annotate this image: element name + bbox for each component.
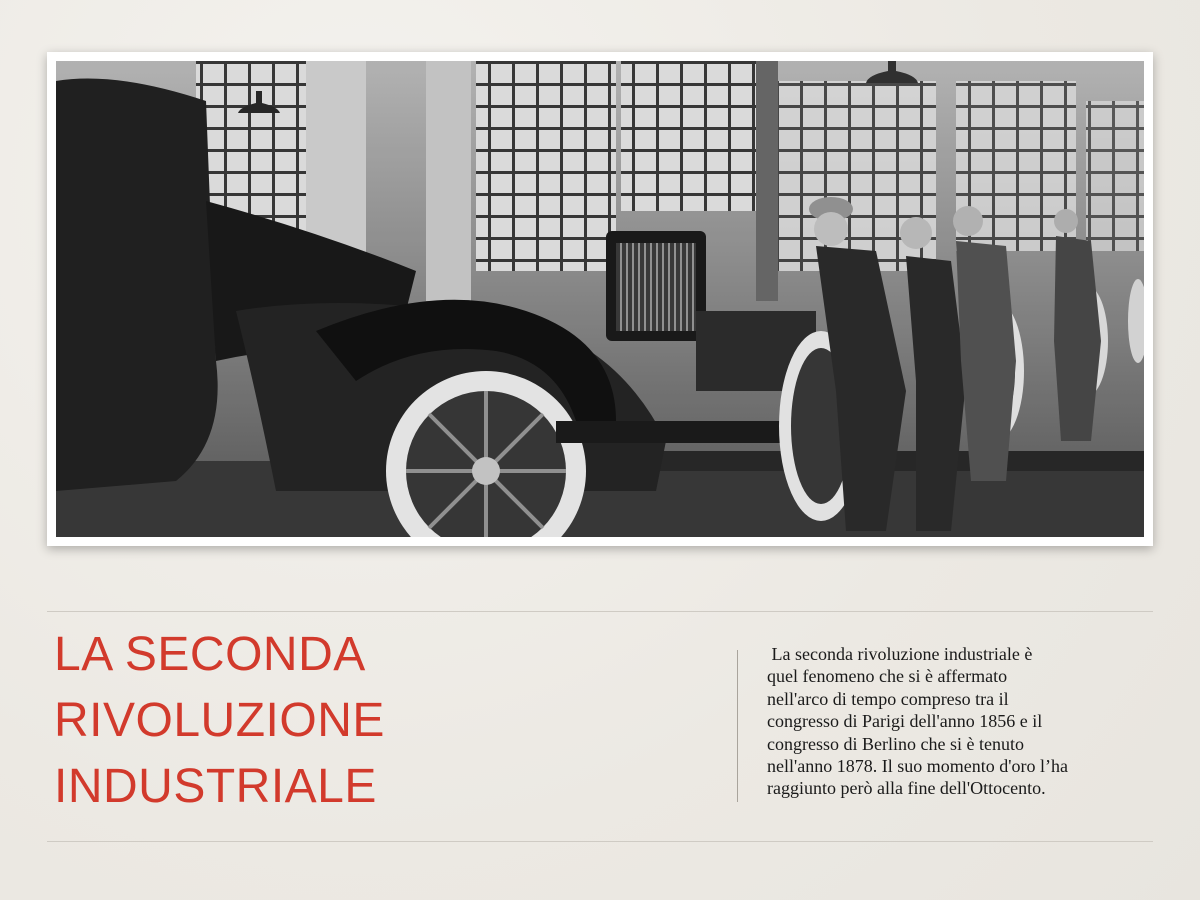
body-line-5: congresso di Berlino che si è tenuto [767,733,1024,754]
assembly-line-photo [56,61,1144,537]
bottom-rule [47,841,1153,842]
title-line-1: LA SECONDA [54,628,366,681]
title-line-2: RIVOLUZIONE [54,694,385,747]
body-line-4: congresso di Parigi dell'anno 1856 e il [767,711,1043,732]
top-rule [47,611,1153,612]
photo-frame [47,52,1153,546]
slide-title [54,622,654,820]
body-line-6: nell'anno 1878. Il suo momento d'oro l’ha [767,756,1068,777]
vertical-divider [737,650,738,802]
body-line-7: raggiunto però alla fine dell'Ottocento. [767,778,1046,799]
body-line-1: La seconda rivoluzione industriale è [767,644,1033,664]
body-line-2: quel fenomeno che si è affermato [767,666,1008,687]
body-paragraph [767,643,1157,800]
title-line-3: INDUSTRIALE [54,760,377,813]
body-line-3: nell'arco di tempo compreso tra il [767,688,1009,709]
